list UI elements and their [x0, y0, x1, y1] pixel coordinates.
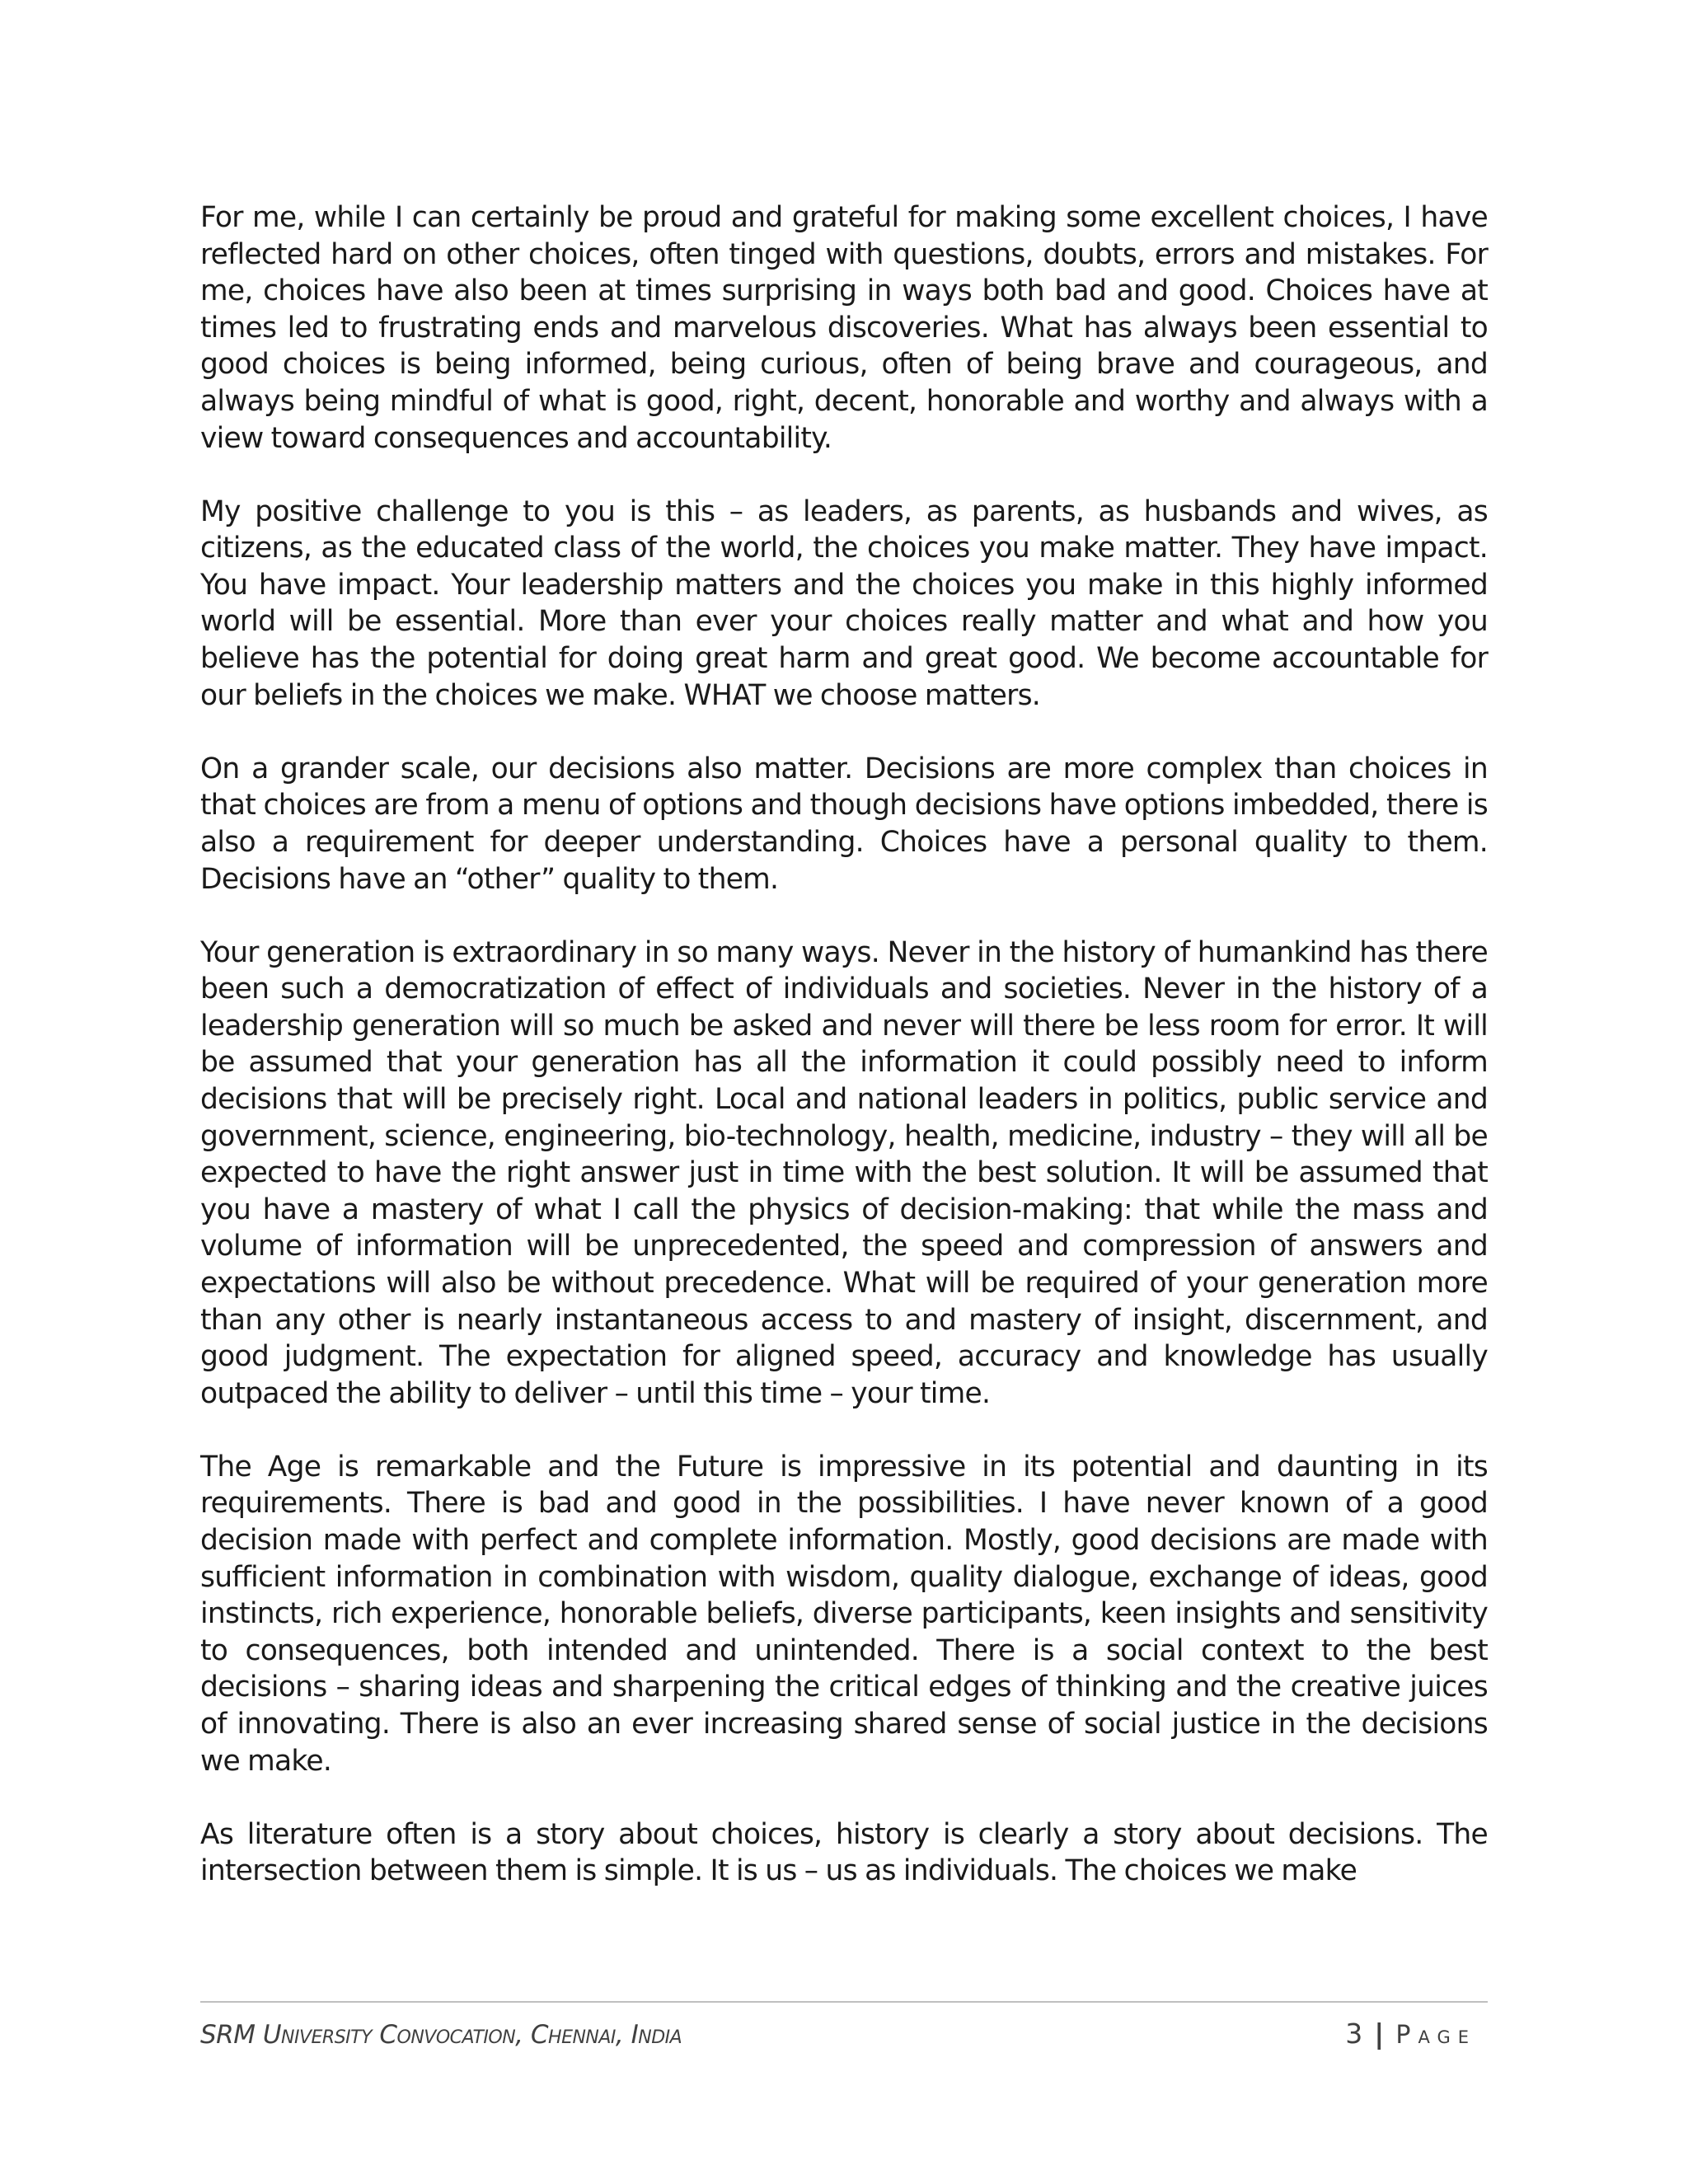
paragraph-1: For me, while I can certainly be proud and grateful for making some excellent choices, I have reflected hard on other choices, often tinged with questions, doubts, errors and mistakes. For me, choices have also been at times surprising in ways both bad and good. Choices have at times led to frustrating ends and marvelous discoveries. What has always been essential to good choices is being informed, being curious, often of being brave and courageous, and always being mindful of what is good, right, decent, honorable and worthy and always with a view toward consequences and accountability. [200, 201, 1488, 455]
page-label: Page [1395, 2021, 1476, 2050]
footer-title: SRM University Convocation, Chennai, India [200, 2020, 682, 2050]
page-number: 3 [1345, 2018, 1363, 2050]
page-footer [200, 2001, 1488, 2050]
paragraph-3: On a grander scale, our decisions also matter. Decisions are more complex than choices in that choices are from a menu of options and though decisions have options imbedded, there is also a requirement for deeper understanding. Choices have a personal quality to them. Decisions have an “other” quality to them. [200, 752, 1488, 896]
paragraph-4: Your generation is extraordinary in so many ways. Never in the history of humankind has there been such a democratization of effect of individuals and societies. Never in the history of a leadership generation will so much be asked and never will there be less room for error. It will be assumed that your generation has all the information it could possibly need to inform decisions that will be precisely right. Local and national leaders in politics, public service and government, science, engineering, bio-technology, health, medicine, industry – they will all be expected to have the right answer just in time with the best solution. It will be assumed that you have a mastery of what I call the physics of decision-making: that while the mass and volume of information will be unprecedented, the speed and compression of answers and expectations will also be without precedence. What will be required of your generation more than any other is nearly instantaneous access to and mastery of insight, discernment, and good judgment. The expectation for aligned speed, accuracy and knowledge has usually outpaced the ability to deliver – until this time – your time. [200, 935, 1488, 1410]
page-body [200, 199, 1488, 1890]
paragraph-2: My positive challenge to you is this – as leaders, as parents, as husbands and wives, as citizens, as the educated class of the world, the choices you make matter. They have impact. You have impact. Your leadership matters and the choices you make in this highly informed world will be essential. More than ever your choices really matter and what and how you believe has the potential for doing great harm and great good. We become accountable for our beliefs in the choices we make. WHAT we choose matters. [200, 494, 1488, 712]
paragraph-6: As literature often is a story about choices, history is clearly a story about decisions. The intersection between them is simple. It is us – us as individuals. The choices we make [200, 1817, 1488, 1888]
paragraph-5: The Age is remarkable and the Future is impressive in its potential and daunting in its requirements. There is bad and good in the possibilities. I have never known of a good decision made with perfect and complete information. Mostly, good decisions are made with sufficient information in combination with wisdom, quality dialogue, exchange of ideas, good instincts, rich experience, honorable beliefs, diverse participants, keen insights and sensitivity to consequences, both intended and unintended. There is a social context to the best decisions – sharing ideas and sharpening the critical edges of thinking and the creative juices of innovating. There is also an ever increasing shared sense of social justice in the decisions we make. [200, 1450, 1488, 1778]
footer-separator: | [1374, 2018, 1385, 2050]
footer-page-info [1345, 2018, 1488, 2050]
